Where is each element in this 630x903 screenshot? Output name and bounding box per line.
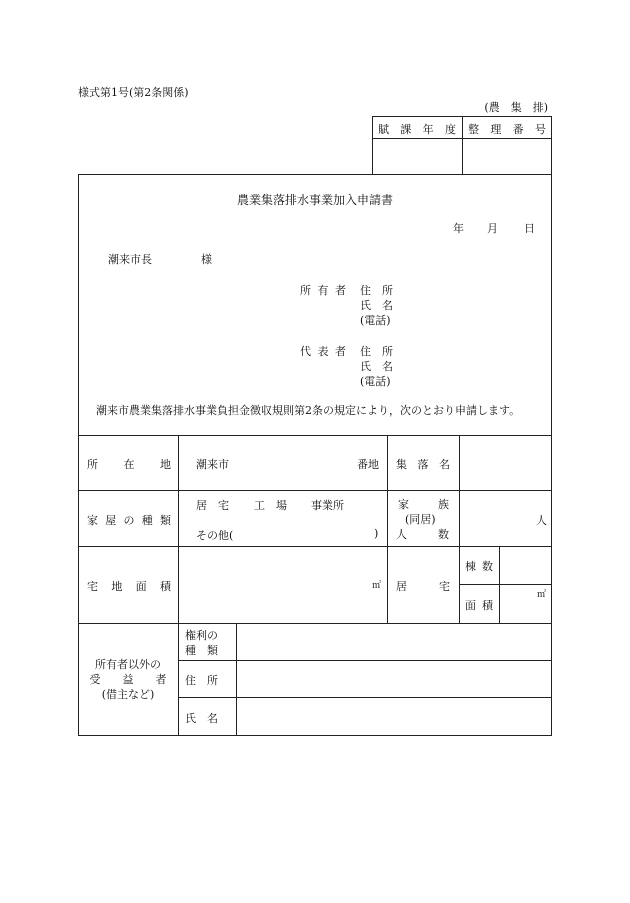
beneficiary-line1: 所有者以外の: [95, 658, 161, 671]
right-type-line2: 種 類: [185, 644, 218, 657]
owner-name-label: 氏 名: [360, 299, 393, 312]
land-area-unit: ㎡: [372, 581, 382, 591]
location-city: 潮来市: [196, 458, 229, 471]
family-line3a: 人: [396, 528, 407, 541]
house-type-factory: 工 場: [254, 499, 287, 512]
house-type-other: その他(: [196, 529, 234, 542]
form-number: 様式第1号(第2条関係): [78, 86, 189, 99]
building-count-label: 棟数: [465, 560, 493, 573]
category-label: (農 集 排): [484, 101, 548, 114]
village-label: 集落名: [396, 458, 450, 471]
representative-label: 代表者: [300, 345, 346, 358]
representative-phone-label: (電話): [360, 375, 391, 388]
owner-label: 所有者: [300, 284, 346, 297]
form-title: 農業集落排水事業加入申請書: [236, 193, 393, 207]
house-type-label: 家屋の種類: [87, 514, 171, 527]
representative-name-label: 氏 名: [360, 360, 393, 373]
beneficiary-line2: 受 益 者: [89, 673, 167, 686]
date-day: 日: [524, 222, 535, 235]
house-type-other-close: ): [374, 527, 379, 540]
person-unit: 人: [536, 514, 547, 527]
addressee-honorific: 様: [201, 253, 212, 266]
owner-phone-label: (電話): [360, 314, 391, 327]
dwelling-label: 居宅: [396, 580, 450, 593]
date-year: 年: [453, 222, 464, 235]
tax-year-header: 賦課年度: [378, 123, 456, 136]
beneficiary-line3: (借主など): [101, 688, 155, 701]
floor-area-unit: ㎡: [537, 590, 547, 600]
family-line3b: 数: [438, 528, 449, 541]
owner-address-label: 住 所: [360, 284, 393, 297]
family-line1a: 家: [398, 498, 409, 511]
declaration-text: 潮来市農業集落排水事業負担金徴収規則第2条の規定により，次のとおり申請します。: [96, 404, 521, 417]
representative-address-label: 住 所: [360, 345, 393, 358]
house-type-office: 事業所: [311, 499, 344, 512]
house-type-residence: 居 宅: [196, 499, 229, 512]
addressee-name: 潮来市長: [108, 253, 152, 266]
beneficiary-name-label: 氏 名: [185, 712, 218, 725]
floor-area-label: 面積: [465, 599, 493, 612]
family-line1b: 族: [438, 498, 449, 511]
family-line2: (同居): [405, 513, 436, 526]
date-month: 月: [487, 222, 498, 235]
beneficiary-address-label: 住 所: [185, 674, 218, 687]
banchi-label: 番地: [357, 458, 379, 471]
reference-number-header: 整理番号: [468, 123, 546, 136]
right-type-line1: 権利の: [185, 629, 218, 642]
location-label: 所在地: [87, 458, 171, 471]
land-area-label: 宅地面積: [87, 580, 171, 593]
